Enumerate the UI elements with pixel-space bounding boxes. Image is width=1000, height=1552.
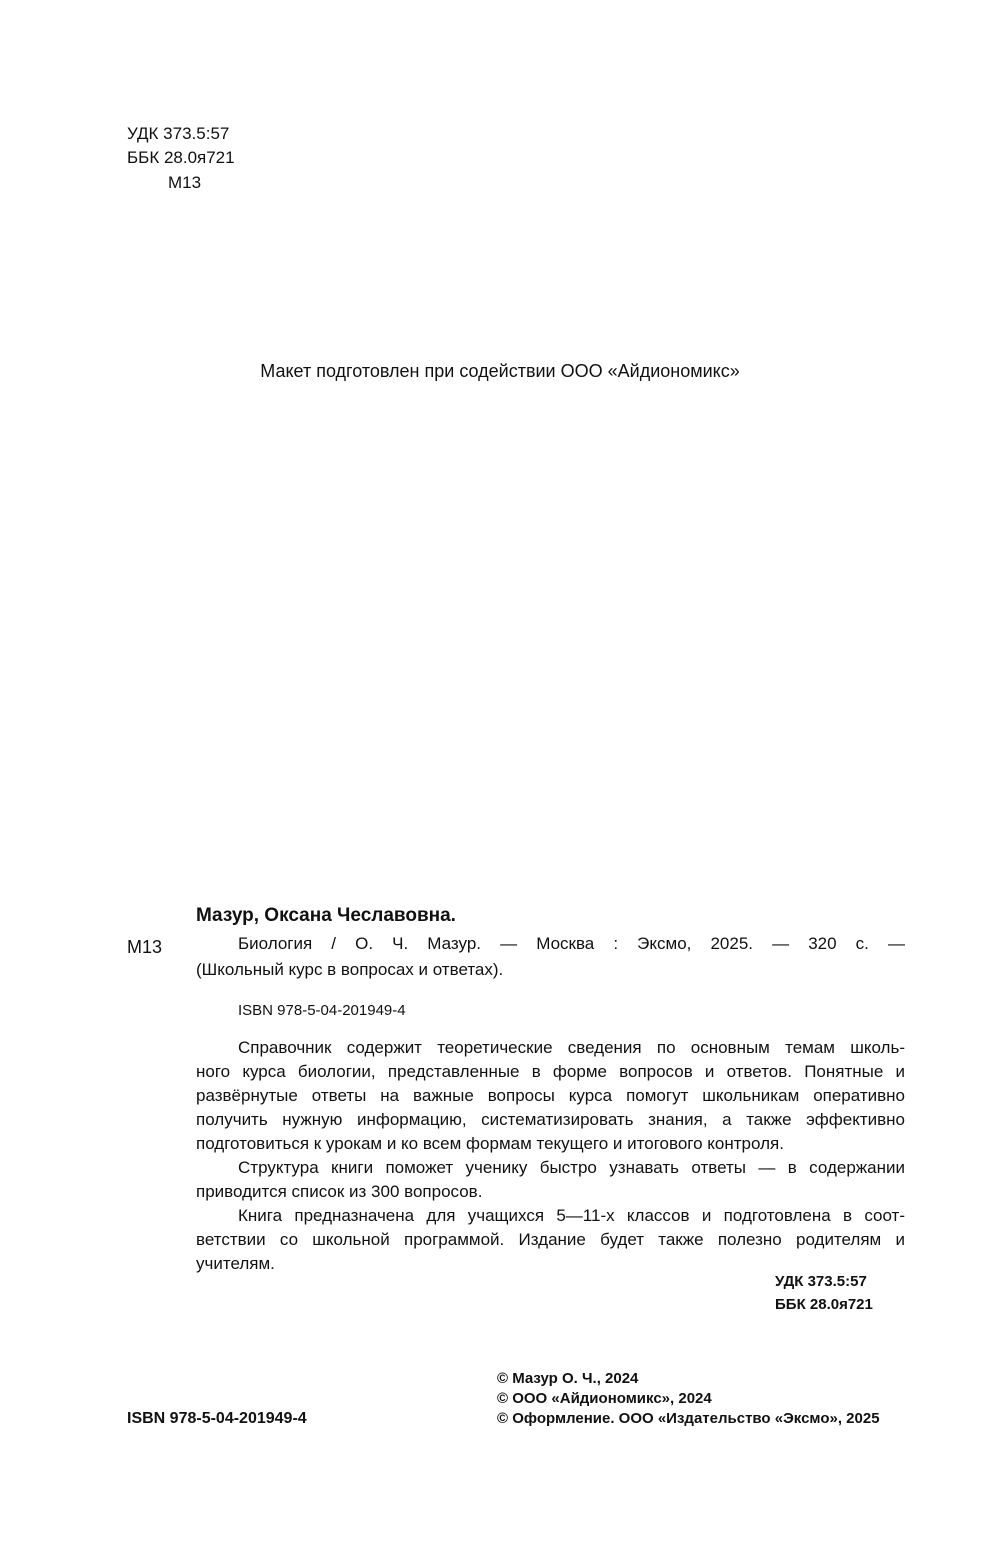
copyright-line: © Мазур О. Ч., 2024 [497,1370,639,1387]
copyright-line: © Оформление. ООО «Издательство «Эксмо», 2025 [497,1410,880,1427]
copyright-line: © ООО «Айдиономикс», 2024 [497,1390,712,1407]
abstract-line: подготовиться к урокам и ко всем формам текущего и итогового контроля. [196,1134,784,1153]
abstract-line: ветствии со школьной программой. Издание будет также полезно родителям и [196,1230,905,1249]
abstract-line: Структура книги поможет ученику быстро узнавать ответы — в содержании [238,1158,905,1177]
abstract-line: Справочник содержит теоретические сведения по основным темам школь- [238,1038,905,1057]
record-line-1: Биология / О. Ч. Мазур. — Москва : Эксмо, 2025. — 320 с. — [238,934,905,953]
abstract-line: ного курса биологии, представленные в форме вопросов и ответов. Понятные и [196,1062,905,1081]
abstract-line: получить нужную информацию, систематизировать знания, а также эффективно [196,1110,905,1129]
bbk-code-top: ББК 28.0я721 [127,148,235,167]
udk-code-top: УДК 373.5:57 [127,124,230,143]
author-mark-top: М13 [168,173,202,192]
udk-code-bottom: УДК 373.5:57 [775,1273,867,1290]
bottom-isbn: ISBN 978-5-04-201949-4 [127,1410,307,1427]
abstract-line: приводится список из 300 вопросов. [196,1182,483,1201]
record-isbn: ISBN 978-5-04-201949-4 [238,1002,406,1019]
layout-note: Макет подготовлен при содействии ООО «Айдиономикс» [260,361,740,381]
record-line-2: (Школьный курс в вопросах и ответах). [196,960,504,979]
abstract-line: развёрнутые ответы на важные вопросы курса помогут школьникам оперативно [196,1086,905,1105]
author-mark: М13 [127,937,163,957]
author-name: Мазур, Оксана Чеславовна. [196,905,456,926]
bbk-code-bottom: ББК 28.0я721 [775,1296,873,1313]
abstract-line: Книга предназначена для учащихся 5—11-х классов и подготовлена в соот- [238,1206,905,1225]
abstract-line: учителям. [196,1254,275,1273]
